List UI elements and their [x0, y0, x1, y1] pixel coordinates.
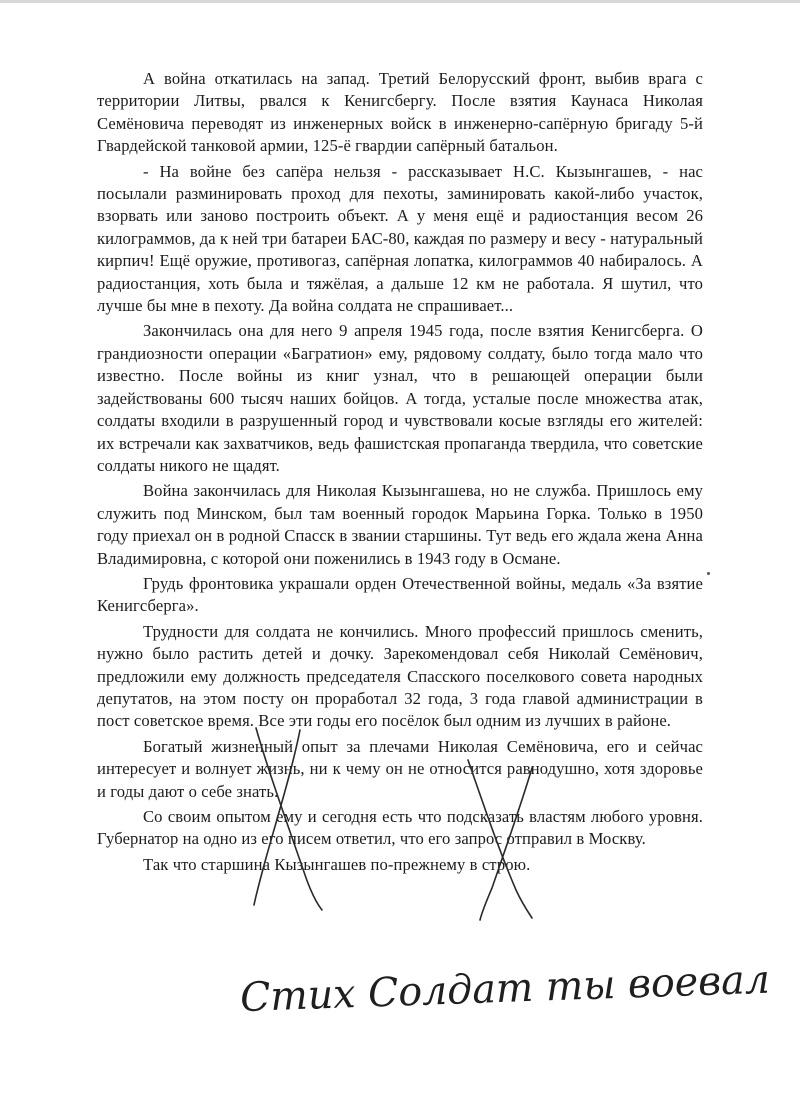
paragraph-1: А война откатилась на запад. Третий Белорусский фронт, выбив врага с территории Литвы, рвался к Кенигсбергу. После взятия Каунаса Николая Семёновича переводят из инженерных войск в инженерно-сапёрную бригаду 5-й Гвардейской танковой армии, 125-ё гвардии сапёрный батальон. — [97, 69, 703, 156]
paragraph-6: Трудности для солдата не кончились. Много профессий пришлось сменить, нужно было растить детей и дочку. Зарекомендовал себя Николай Семёнович, предложили ему должность председателя Спасского поселкового совета народных депутатов, на этом посту он проработал 32 года, 3 года главой администрации в пост советское время. Все эти годы его посёлок был одним из лучших в районе. — [97, 621, 703, 731]
paragraph-8: Со своим опытом ему и сегодня есть что подсказать властям любого уровня. Губернатор на одно из его писем ответил, что его запрос отправил в Москву. — [97, 807, 703, 849]
paragraph-9: Так что старшина Кызынгашев по-прежнему в строю. — [143, 854, 531, 874]
scan-speck — [707, 572, 710, 575]
paragraph-7: Богатый жизненный опыт за плечами Николая Семёновича, его и сейчас интересует и волнует жизнь, ни к чему он не относится равнодушно, хотя здоровье и годы дают о себе знать. — [97, 736, 703, 801]
paragraph-3: Закончилась она для него 9 апреля 1945 года, после взятия Кенигсберга. О грандиозности операции «Багратион» ему, рядовому солдату, было тогда мало что известно. После войны из книг узнал, что в решающей операции были задействованы 600 тысяч наших бойцов. А тогда, усталые после множества атак, солдаты входили в разрушенный город и чувствовали косые взгляды его жителей: их встречали как захватчиков, ведь фашистская пропаганда твердила, что советские солдаты никого не щадят. — [97, 321, 703, 475]
paragraph-2: - На войне без сапёра нельзя - рассказывает Н.С. Кызынгашев, - нас посылали разминировать проход для пехоты, заминировать какой-либо участок, взорвать или заново построить объект. А у меня ещё и радиостанция весом 26 килограммов, да к ней три батареи БАС-80, каждая по размеру и весу - натуральный кирпич! Ещё оружие, противогаз, сапёрная лопатка, килограммов 40 набиралось. А радиостанция, хоть была и тяжёлая, а дальше 12 км не работала. Я шутил, что лучше бы мне в пехоту. Да война солдата не спрашивает... — [97, 161, 703, 316]
paragraph-4: Война закончилась для Николая Кызынгашева, но не служба. Пришлось ему служить под Минском, был там военный городок Марьина Горка. Только в 1950 году приехал он в родной Спасск в звании старшины. Тут ведь его ждала жена Анна Владимировна, с которой они поженились в 1943 году в Османе. — [97, 481, 703, 568]
paragraph-5: Грудь фронтовика украшали орден Отечественной войны, медаль «За взятие Кенигсберга». — [97, 573, 703, 616]
handwritten-note-text: Стих Солдат ты воевал — [239, 956, 778, 1022]
